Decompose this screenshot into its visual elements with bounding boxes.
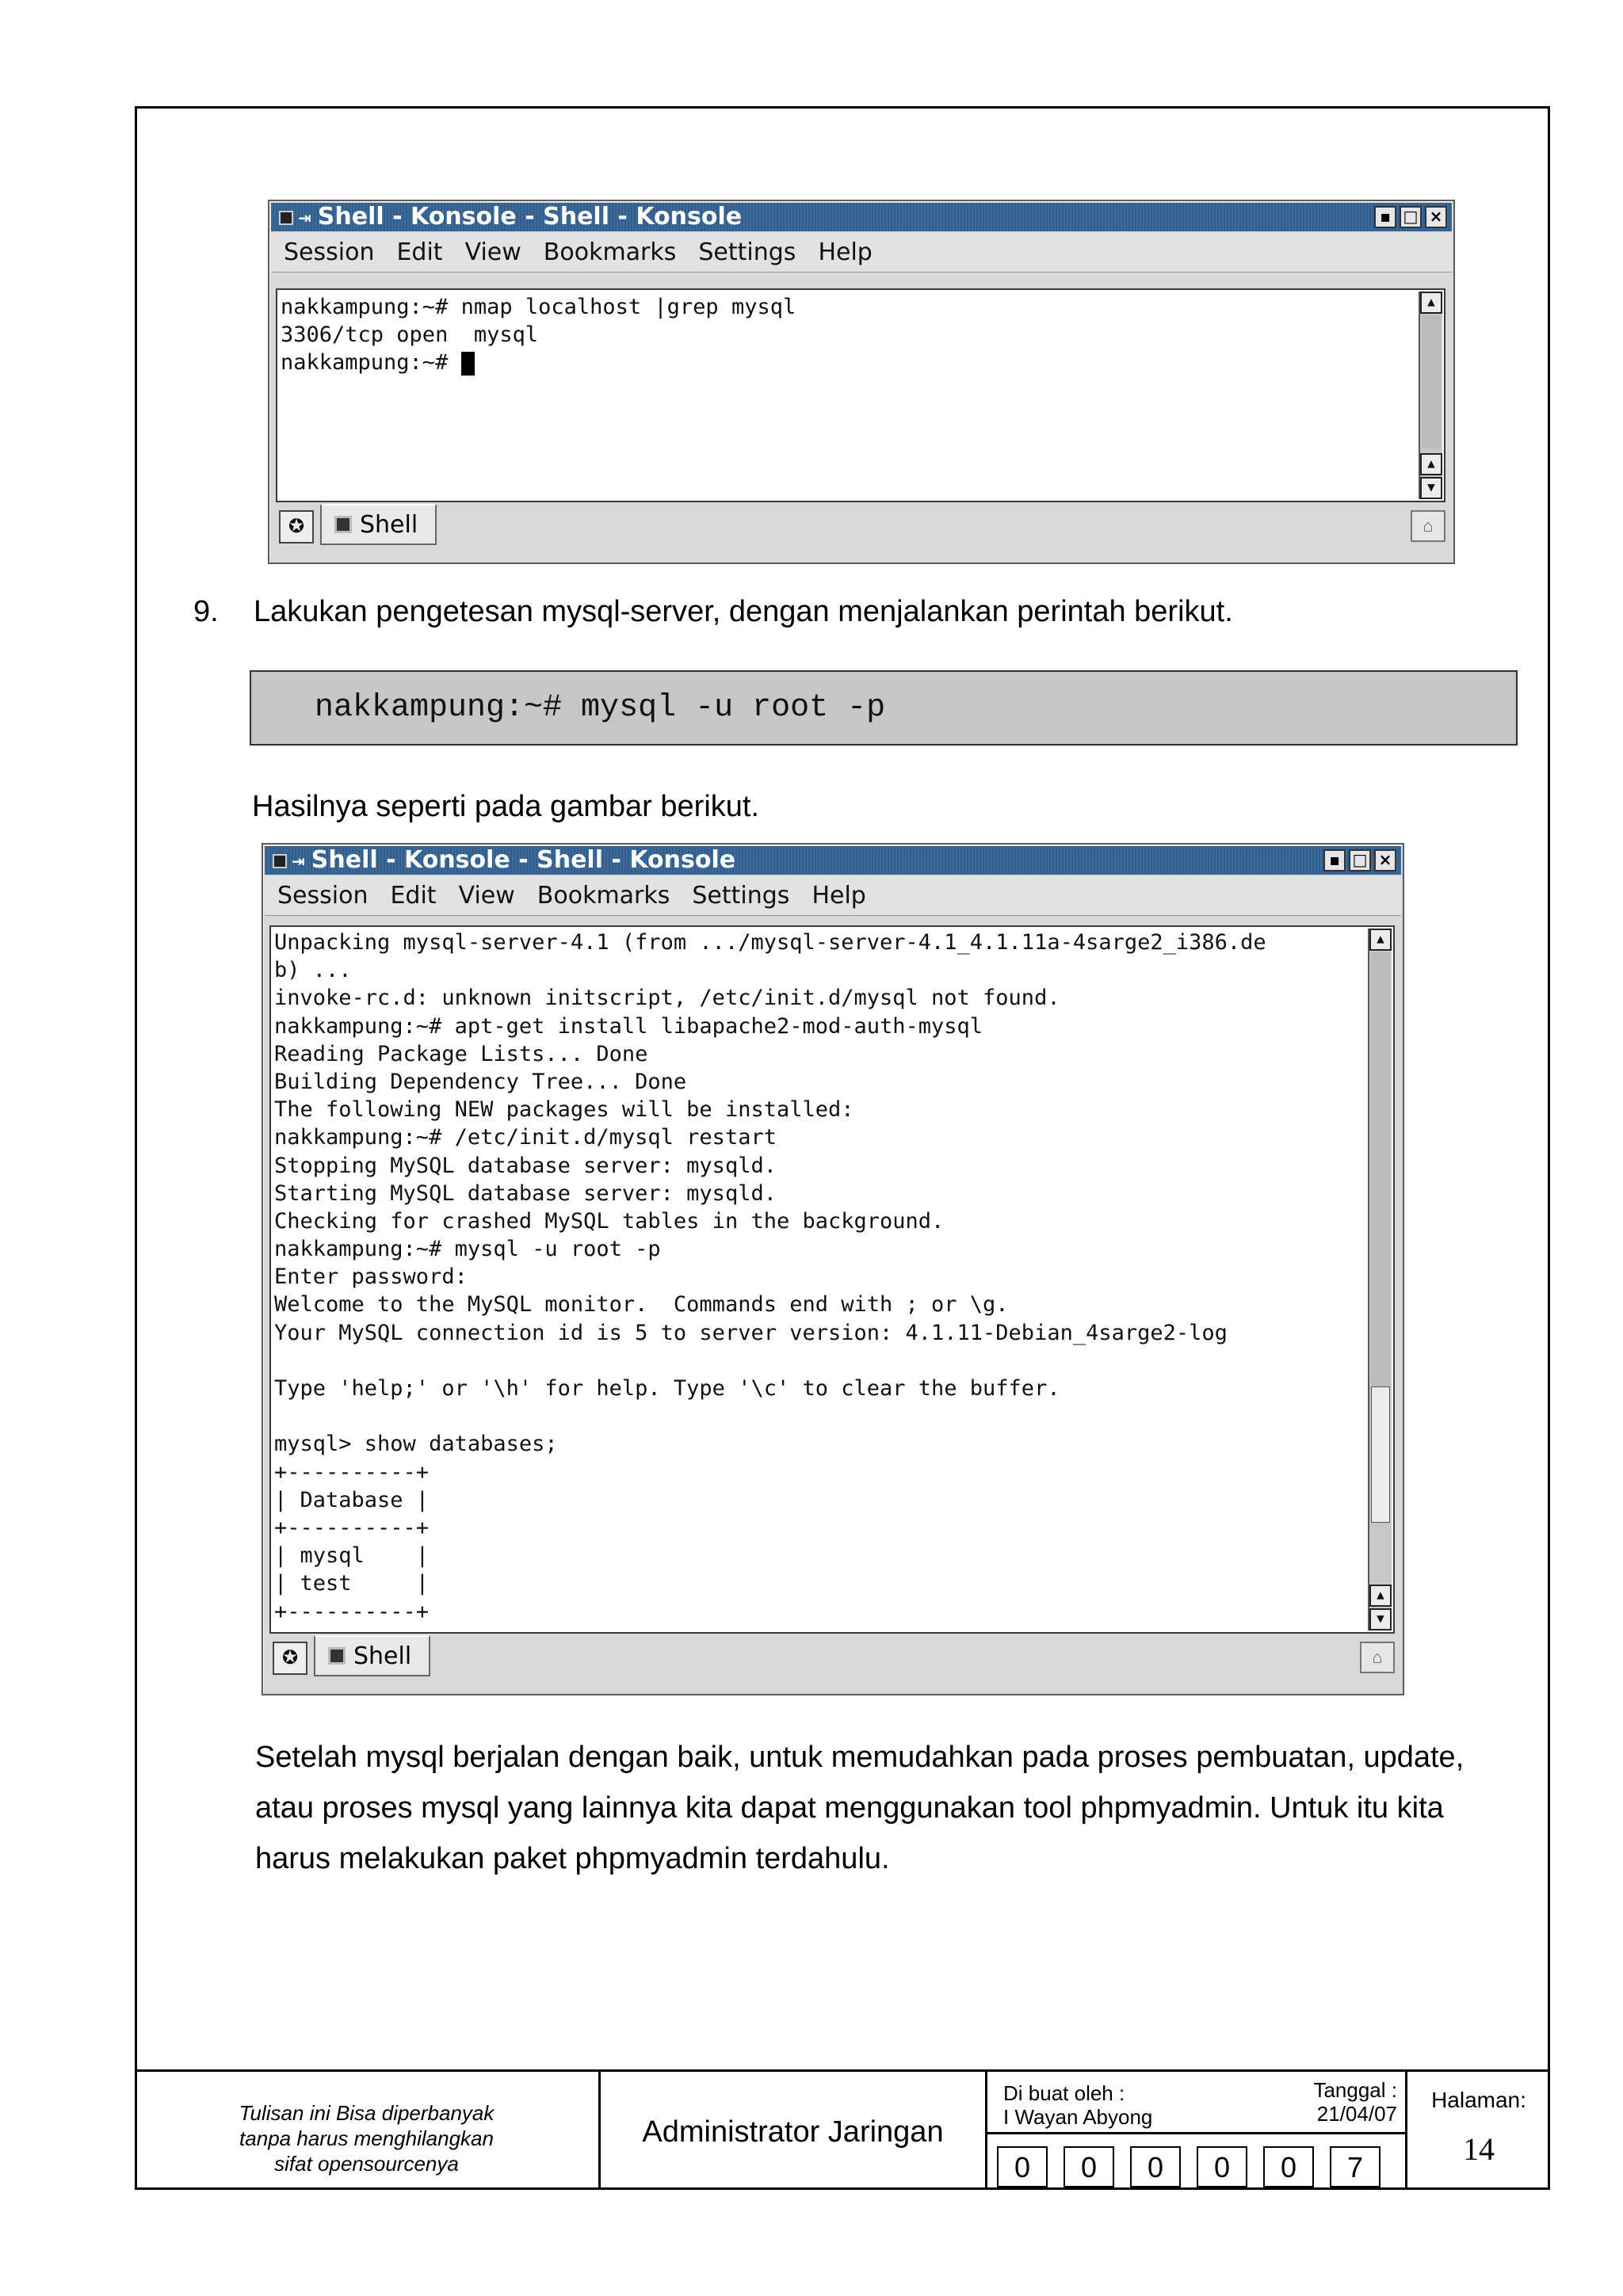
terminal-line: [274, 1402, 1390, 1430]
konsole-window-1: [268, 200, 1455, 564]
date-label: Tanggal :: [1313, 2078, 1397, 2102]
footer-note-line: sifat opensourcenya: [274, 2152, 459, 2176]
prompt-text: nakkampung:~#: [281, 350, 461, 376]
maximize-button[interactable]: □: [1400, 206, 1422, 228]
terminal-line: +----------+: [274, 1515, 430, 1540]
terminal-line: | Database |: [274, 1487, 430, 1512]
close-session-icon[interactable]: ⌂: [1360, 1642, 1395, 1673]
pin-icon[interactable]: ⇥: [298, 208, 311, 227]
page-label: Halaman:: [1431, 2088, 1526, 2112]
terminal-line: nakkampung:~# apt-get install libapache2-mod-auth-mysql: [274, 1013, 983, 1039]
closing-paragraph: [255, 1732, 1464, 1884]
tab-shell[interactable]: [320, 504, 437, 545]
code-digit: 0: [997, 2146, 1048, 2187]
terminal-line: nakkampung:~# /etc/init.d/mysql restart: [274, 1125, 777, 1150]
terminal-line: invoke-rc.d: unknown initscript, /etc/init.d/mysql not found.: [274, 986, 1060, 1011]
page-number: 14: [1463, 2131, 1495, 2167]
menu-bookmarks[interactable]: Bookmarks: [537, 882, 670, 910]
close-button[interactable]: ×: [1425, 206, 1447, 228]
window-title: Shell - Konsole - Shell - Konsole: [311, 846, 736, 874]
footer-title: Administrator Jaringan: [601, 2072, 987, 2190]
scroll-up-icon[interactable]: ▲: [1369, 1585, 1392, 1607]
menu-edit[interactable]: Edit: [396, 238, 443, 266]
terminal-icon: [334, 516, 352, 533]
terminal-line: Welcome to the MySQL monitor. Commands end with ; or \g.: [274, 1292, 1009, 1318]
step-number: 9.: [193, 595, 219, 628]
date-value: 21/04/07: [1316, 2102, 1397, 2126]
window-titlebar[interactable]: [265, 846, 1401, 875]
terminal-output[interactable]: [269, 925, 1395, 1634]
paragraph-line: atau proses mysql yang lainnya kita dapat menggunakan tool phpmyadmin. Untuk itu kita: [255, 1791, 1444, 1825]
terminal-line: Stopping MySQL database server: mysqld.: [274, 1153, 777, 1178]
menu-help[interactable]: Help: [818, 238, 873, 266]
scroll-up-top-icon[interactable]: ▲: [1420, 292, 1442, 314]
close-button[interactable]: ×: [1374, 849, 1396, 871]
terminal-line: +----------+: [274, 1459, 430, 1485]
terminal-line: nakkampung:~# mysql -u root -p: [274, 1237, 661, 1262]
terminal-line: The following NEW packages will be installed:: [274, 1097, 854, 1123]
minimize-button[interactable]: ▪: [1374, 206, 1396, 228]
tabbar: [271, 502, 1452, 545]
command-box: nakkampung:~# mysql -u root -p: [250, 670, 1518, 746]
menu-view[interactable]: View: [458, 882, 515, 910]
code-digit: 0: [1263, 2146, 1314, 2187]
scrollbar[interactable]: [1419, 292, 1442, 499]
menu-session[interactable]: Session: [277, 882, 369, 910]
menu-settings[interactable]: Settings: [692, 882, 790, 910]
menu-view[interactable]: View: [464, 238, 521, 266]
menubar: [271, 233, 1452, 273]
tab-label: Shell: [353, 1642, 412, 1670]
scroll-down-icon[interactable]: ▼: [1369, 1608, 1392, 1630]
terminal-line: Enter password:: [274, 1264, 468, 1290]
code-digit: 0: [1197, 2146, 1247, 2187]
terminal-line: Reading Package Lists... Done: [274, 1041, 648, 1066]
text-cursor: [461, 352, 475, 376]
terminal-line: | mysql |: [274, 1543, 430, 1569]
window-titlebar[interactable]: [271, 203, 1452, 231]
window-menu-icon[interactable]: [273, 854, 287, 868]
scroll-track: [1371, 952, 1390, 1386]
menu-settings[interactable]: Settings: [698, 238, 796, 266]
terminal-line: [281, 349, 1441, 376]
footer-page-cell: [1407, 2072, 1550, 2190]
terminal-icon: [328, 1647, 346, 1665]
code-digit: 7: [1330, 2146, 1381, 2187]
terminal-line: +----------+: [274, 1599, 430, 1624]
paragraph-line: harus melakukan paket phpmyadmin terdahulu.: [255, 1842, 890, 1875]
paragraph-line: Setelah mysql berjalan dengan baik, untuk memudahkan pada proses pembuatan, update,: [255, 1741, 1465, 1774]
pin-icon[interactable]: ⇥: [292, 851, 305, 871]
footer-note-line: Tulisan ini Bisa diperbanyak: [239, 2101, 495, 2125]
scroll-up-top-icon[interactable]: ▲: [1369, 929, 1392, 951]
window-menu-icon[interactable]: [279, 211, 293, 225]
step-text: Lakukan pengetesan mysql-server, dengan menjalankan perintah berikut.: [254, 595, 1233, 628]
terminal-line: Your MySQL connection id is 5 to server version: 4.1.11-Debian_4sarge2-log: [274, 1320, 1228, 1345]
terminal-line: Unpacking mysql-server-4.1 (from .../mysql-server-4.1_4.1.11a-4sarge2_i386.de: [274, 930, 1266, 955]
maximize-button[interactable]: □: [1349, 849, 1371, 871]
scrollbar[interactable]: [1368, 929, 1392, 1630]
author-label: Di buat oleh :: [1003, 2081, 1125, 2105]
konsole-window-2: [262, 843, 1404, 1695]
footer-note-line: tanpa harus menghilangkan: [239, 2126, 494, 2150]
window-title: Shell - Konsole - Shell - Konsole: [317, 203, 743, 231]
terminal-line: Checking for crashed MySQL tables in the background.: [274, 1208, 945, 1234]
footer-author-cell: [987, 2072, 1407, 2190]
terminal-line: | test |: [274, 1571, 430, 1596]
terminal-line: b) ...: [274, 958, 352, 983]
new-session-icon[interactable]: ✪: [279, 510, 314, 543]
menu-help[interactable]: Help: [812, 882, 866, 910]
terminal-line: [274, 1347, 1390, 1375]
tab-shell[interactable]: [314, 1635, 430, 1676]
scroll-up-icon[interactable]: ▲: [1420, 453, 1442, 475]
terminal-line: Building Dependency Tree... Done: [274, 1069, 687, 1094]
terminal-line: nakkampung:~# nmap localhost |grep mysql: [281, 295, 796, 319]
terminal-line: Type 'help;' or '\h' for help. Type '\c' to clear the buffer.: [274, 1376, 1060, 1401]
code-digit: 0: [1130, 2146, 1181, 2187]
close-session-icon[interactable]: ⌂: [1411, 510, 1445, 542]
page-footer: [135, 2069, 1550, 2190]
terminal-output[interactable]: [276, 288, 1445, 502]
new-session-icon[interactable]: ✪: [273, 1642, 307, 1675]
tabbar: [265, 1634, 1401, 1676]
minimize-button[interactable]: ▪: [1323, 849, 1346, 871]
terminal-line: Starting MySQL database server: mysqld.: [274, 1180, 777, 1206]
scroll-thumb[interactable]: [1371, 1386, 1390, 1523]
menu-edit[interactable]: Edit: [390, 882, 437, 910]
footer-note: [135, 2072, 601, 2190]
result-intro: Hasilnya seperti pada gambar berikut.: [252, 790, 760, 823]
document-code: [997, 2146, 1381, 2187]
menu-bookmarks[interactable]: Bookmarks: [543, 238, 677, 266]
scroll-down-icon[interactable]: ▼: [1420, 477, 1442, 499]
terminal-line: mysql> show databases;: [274, 1432, 558, 1457]
scroll-thumb[interactable]: [1422, 315, 1441, 448]
menu-session[interactable]: Session: [284, 238, 375, 266]
terminal-line: 3306/tcp open mysql: [281, 322, 539, 348]
menubar: [265, 876, 1401, 916]
code-digit: 0: [1064, 2146, 1114, 2187]
tab-label: Shell: [360, 510, 418, 539]
author-name: I Wayan Abyong: [1003, 2105, 1153, 2129]
